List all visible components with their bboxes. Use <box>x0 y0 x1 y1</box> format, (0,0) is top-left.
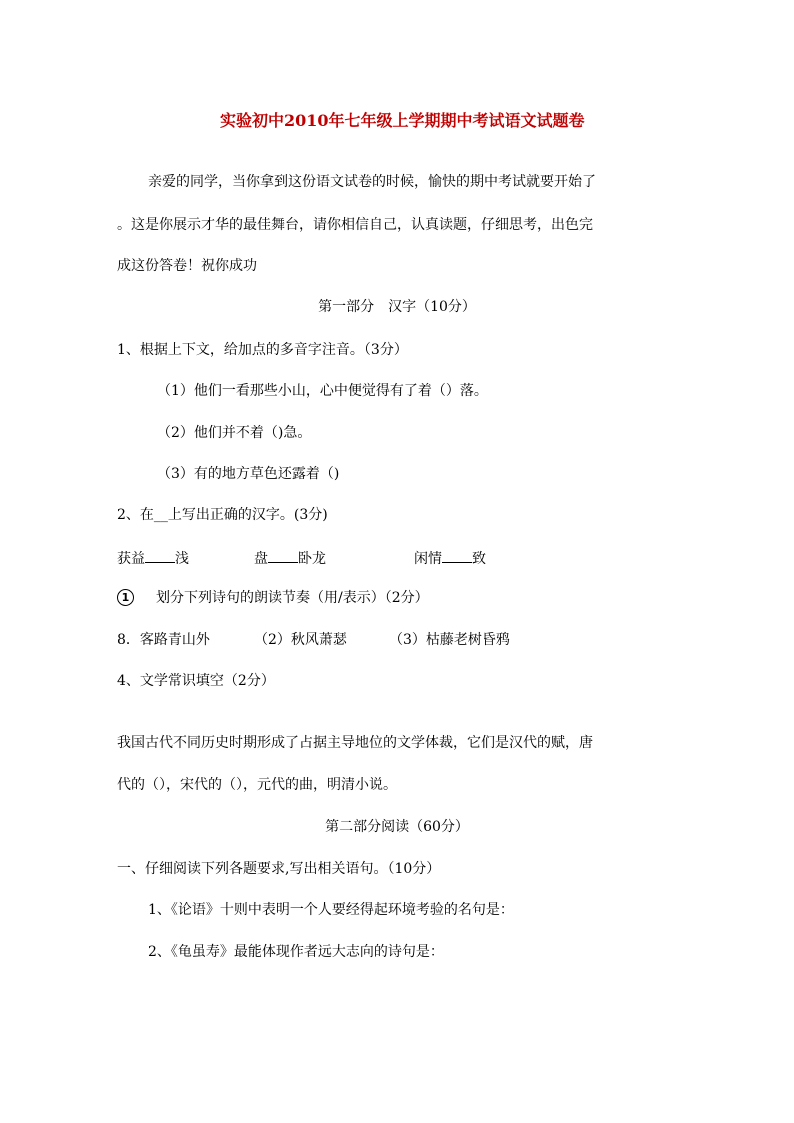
page-title: 实验初中2010年七年级上学期期中考试语文试题卷 <box>220 111 585 130</box>
q2-word-2-pre: 盘 <box>254 551 268 567</box>
section1-item-2: 2、《龟虽寿》最能体现作者远大志向的诗句是： <box>148 944 444 960</box>
q2-word-1-pre: 获益 <box>117 551 145 567</box>
q2-word-2-post: 卧龙 <box>298 551 326 567</box>
q2-blank-1[interactable] <box>145 548 175 563</box>
q4-stem: 4、文学常识填空（2分） <box>117 673 275 689</box>
q1-item-3: （3）有的地方草色还露着（) <box>157 466 340 482</box>
q3-item-2: （2）秋风萧瑟 <box>254 632 347 648</box>
q2-word-2 <box>254 548 326 569</box>
part1-heading: 第一部分 汉字（10分） <box>318 299 476 315</box>
q2-word-1-post: 浅 <box>175 551 189 567</box>
q1-item-2: （2）他们并不着（)急。 <box>157 425 312 441</box>
intro-line-1: 亲爱的同学，当你拿到这份语文试卷的时候，愉快的期中考试就要开始了 <box>148 174 596 190</box>
q1-item-1: （1）他们一看那些小山，心中便觉得有了着（）落。 <box>157 383 488 399</box>
q3-stem: 划分下列诗句的朗读节奏（用/表示）（2分） <box>156 590 429 606</box>
part2-heading: 第二部分阅读（60分） <box>325 819 469 835</box>
intro-line-3: 成这份答卷！祝你成功 <box>117 258 257 274</box>
q2-word-3-pre: 闲情 <box>414 551 442 567</box>
q2-word-3-post: 致 <box>472 551 486 567</box>
q3-item-1: 8．客路青山外 <box>117 632 210 648</box>
q2-blank-2[interactable] <box>268 548 298 563</box>
q3-stem-row <box>117 588 429 608</box>
q2-stem: 2、在__上写出正确的汉字。(3分) <box>117 507 328 523</box>
q1-stem: 1、根据上下文，给加点的多音字注音。（3分） <box>117 342 408 358</box>
q2-word-1 <box>117 548 189 569</box>
intro-line-2: 。这是你展示才华的最佳舞台，请你相信自己，认真读题，仔细思考，出色完 <box>117 217 593 233</box>
q2-word-3 <box>414 548 486 569</box>
q3-item-3: （3）枯藤老树昏鸦 <box>389 632 510 648</box>
circled-number-1: 1 <box>117 589 134 606</box>
section1-stem: 一、仔细阅读下列各题要求,写出相关语句。（10分） <box>117 861 441 877</box>
q4-text-line-2: 代的（），宋代的（），元代的曲，明清小说。 <box>117 777 397 793</box>
q2-blank-3[interactable] <box>442 548 472 563</box>
q4-text-line-1: 我国古代不同历史时期形成了占据主导地位的文学体裁，它们是汉代的赋，唐 <box>117 735 593 751</box>
section1-item-1: 1、《论语》十则中表明一个人要经得起环境考验的名句是： <box>148 902 514 918</box>
